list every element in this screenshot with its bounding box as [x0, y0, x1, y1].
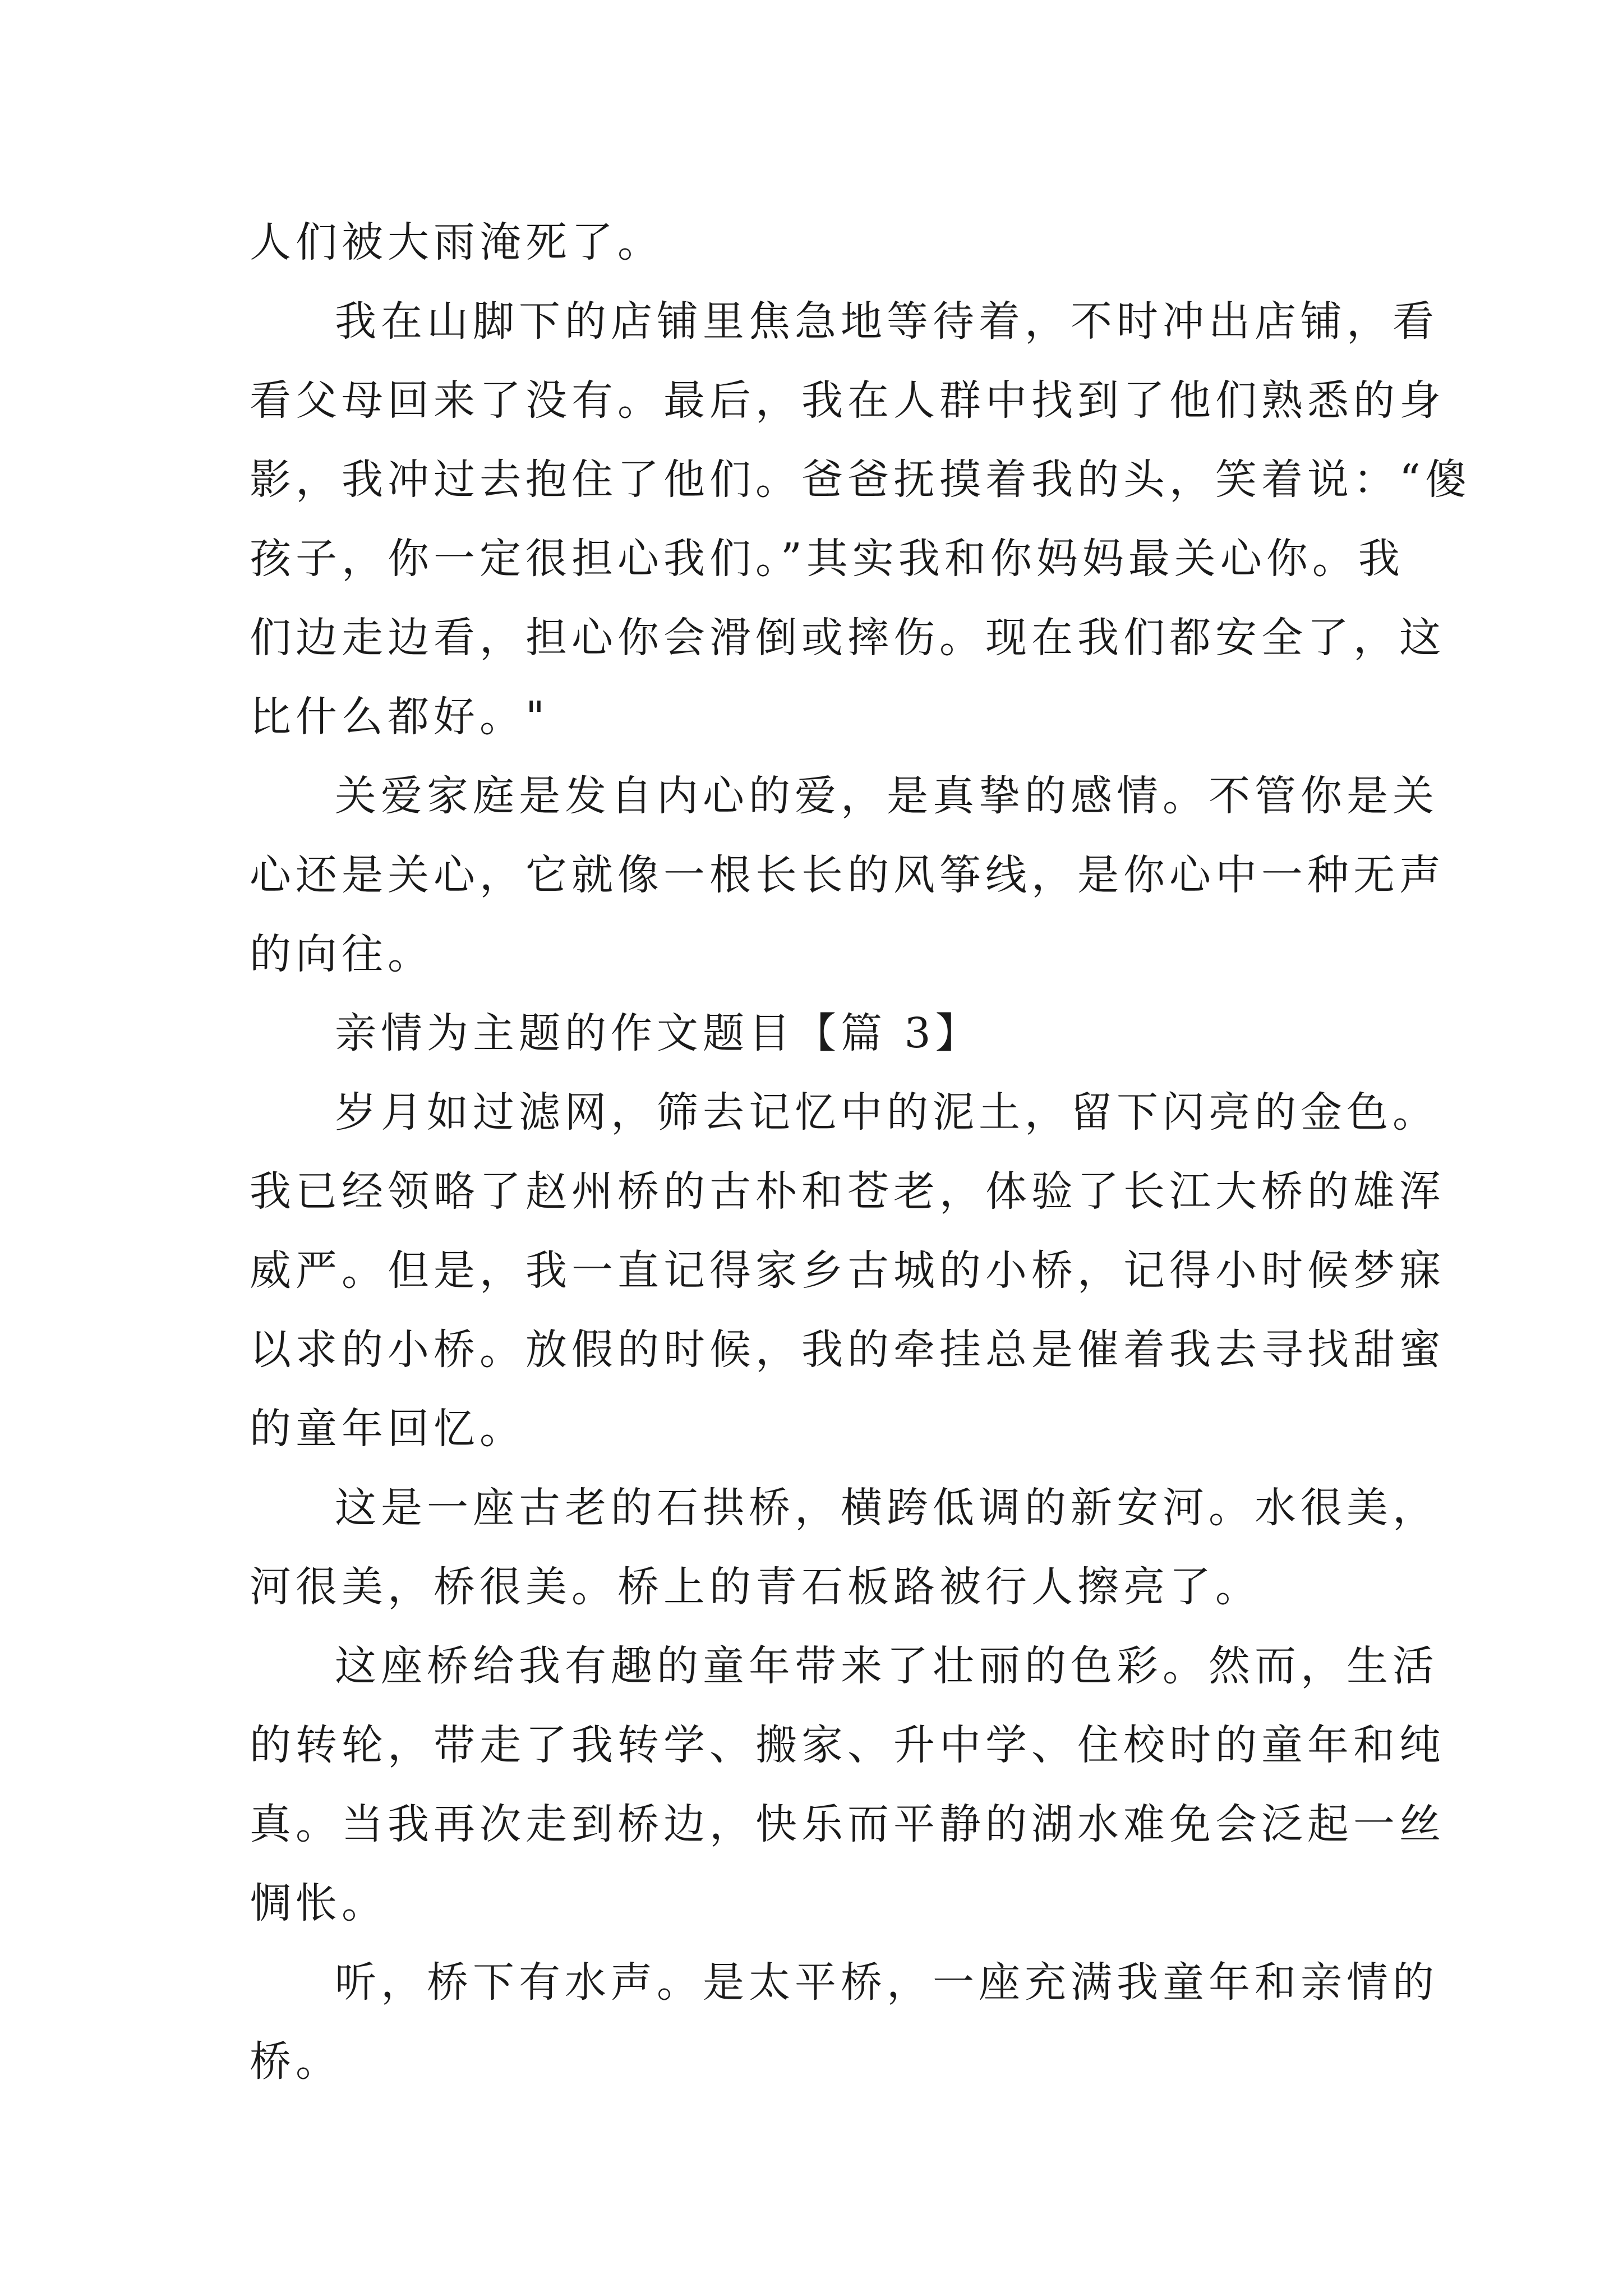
text-line: 我已经领略了赵州桥的古朴和苍老，体验了长江大桥的雄浑	[250, 1167, 1445, 1216]
text-line: 桥。	[250, 2037, 342, 2086]
text-line: 以求的小桥。放假的时候，我的牵挂总是催着我去寻找甜蜜	[250, 1326, 1445, 1374]
text-line: 们边走边看，担心你会滑倒或摔伤。现在我们都安全了，这	[250, 614, 1445, 662]
paragraph	[250, 1073, 1445, 1469]
paragraph	[250, 1943, 1438, 2101]
paragraph	[250, 757, 1445, 994]
paragraph	[250, 203, 1388, 282]
paragraph	[250, 282, 1471, 757]
text-line: 看父母回来了没有。最后，我在人群中找到了他们熟悉的身	[250, 376, 1445, 425]
text-line: 这座桥给我有趣的童年带来了壮丽的色彩。然而，生活	[335, 1642, 1438, 1690]
text-line: 孩子，你一定很担心我们。”其实我和你妈妈最关心你。我	[250, 535, 1404, 583]
text-line: 真。当我再次走到桥边，快乐而平静的湖水难免会泛起一丝	[250, 1800, 1445, 1848]
text-line: 这是一座古老的石拱桥，横跨低调的新安河。水很美，	[335, 1484, 1438, 1532]
heading-line: 亲情为主题的作文题目【篇 3】	[335, 1009, 981, 1057]
paragraph	[250, 1469, 1438, 1627]
paragraph	[250, 1627, 1445, 1943]
text-line: 惆怅。	[250, 1879, 388, 1927]
text-line: 比什么都好。"	[250, 693, 550, 741]
text-line: 岁月如过滤网，筛去记忆中的泥土，留下闪亮的金色。	[335, 1088, 1438, 1137]
text-line: 的转轮，带走了我转学、搬家、升中学、住校时的童年和纯	[250, 1721, 1445, 1769]
text-line: 我在山脚下的店铺里焦急地等待着，不时冲出店铺，看	[335, 297, 1438, 346]
text-line: 关爱家庭是发自内心的爱，是真挚的感情。不管你是关	[335, 772, 1438, 820]
text-line: 的童年回忆。	[250, 1405, 525, 1453]
text-line: 威严。但是，我一直记得家乡古城的小桥，记得小时候梦寐	[250, 1246, 1445, 1295]
text-line: 影，我冲过去抱住了他们。爸爸抚摸着我的头，笑着说：“傻	[250, 455, 1471, 504]
section-heading	[250, 994, 1388, 1073]
text-line: 人们被大雨淹死了。	[250, 218, 663, 266]
document-body	[250, 203, 1471, 2101]
text-line: 的向往。	[250, 930, 434, 978]
text-line: 心还是关心，它就像一根长长的风筝线，是你心中一种无声	[250, 851, 1445, 899]
text-line: 河很美，桥很美。桥上的青石板路被行人擦亮了。	[250, 1563, 1261, 1611]
text-line: 听，桥下有水声。是太平桥，一座充满我童年和亲情的	[335, 1958, 1438, 2007]
